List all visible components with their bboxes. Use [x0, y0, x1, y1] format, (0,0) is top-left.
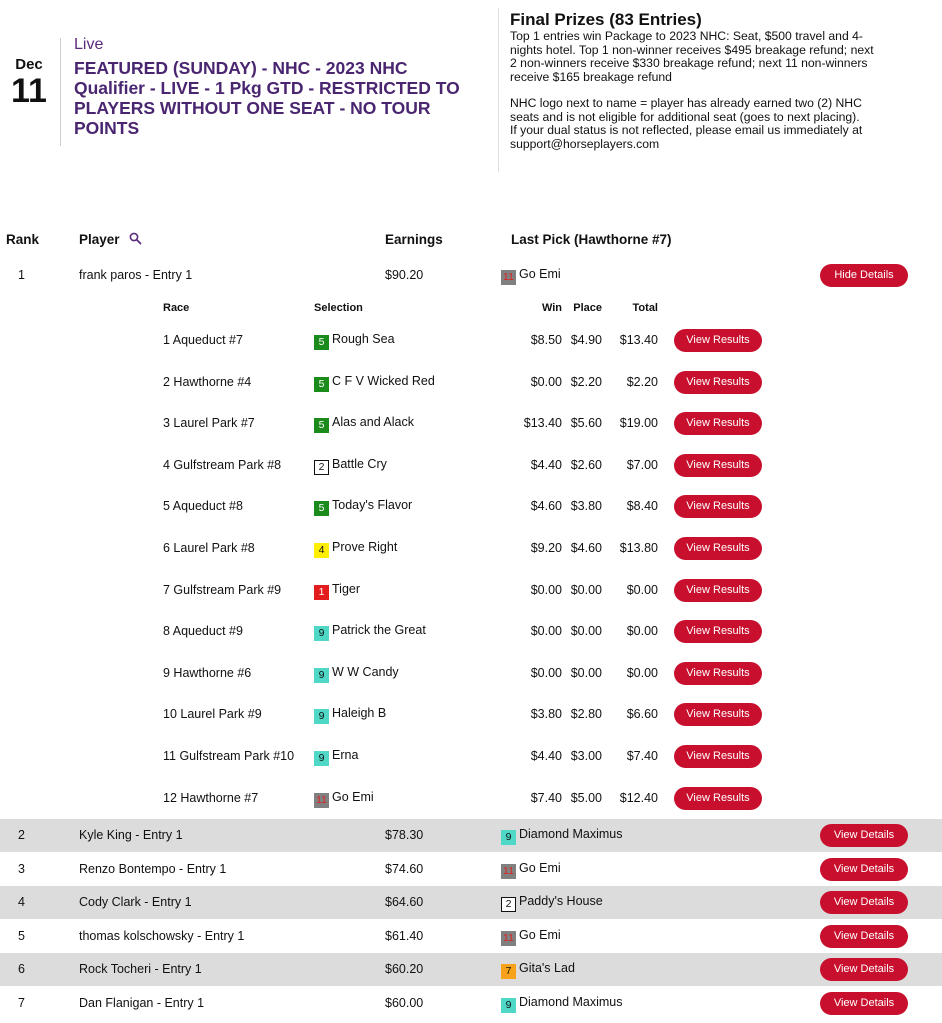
- view-details-button[interactable]: View Details: [820, 925, 908, 948]
- leaderboard-row: [0, 886, 942, 919]
- rank: 6: [18, 962, 25, 976]
- player-name: Kyle King - Entry 1: [79, 828, 183, 842]
- post-number-badge: 9: [314, 668, 329, 683]
- race: 10 Laurel Park #9: [163, 707, 262, 722]
- selection-horse: Go Emi: [332, 789, 374, 804]
- leaderboard-row: [0, 953, 942, 986]
- win-amount: $0.00: [530, 582, 562, 597]
- win-amount: $7.40: [530, 790, 562, 805]
- place-amount: $4.90: [570, 333, 602, 347]
- view-results-button[interactable]: View Results: [674, 495, 762, 518]
- race-detail-row: [0, 654, 942, 696]
- total-amount: $12.40: [619, 790, 658, 805]
- selection: [314, 498, 412, 516]
- view-results-button[interactable]: View Results: [674, 620, 762, 643]
- race: 3 Laurel Park #7: [163, 416, 255, 431]
- selection: [314, 332, 395, 350]
- player-name: Dan Flanigan - Entry 1: [79, 995, 205, 1010]
- rank: 1: [18, 268, 25, 282]
- earnings: $60.00: [385, 995, 424, 1010]
- selection: [314, 748, 358, 766]
- post-number-badge: 5: [314, 501, 329, 516]
- selection: [314, 623, 426, 641]
- selection-horse: Haleigh B: [332, 706, 387, 721]
- view-details-button[interactable]: View Details: [820, 824, 908, 847]
- selection-header: Selection: [314, 302, 363, 314]
- place-amount: $0.00: [570, 582, 602, 597]
- selection: [314, 706, 386, 724]
- win-amount: $3.80: [530, 707, 562, 722]
- race-detail-row: [0, 695, 942, 737]
- total-amount: $0.00: [626, 624, 658, 639]
- place-amount: $4.60: [570, 541, 602, 555]
- selection: [314, 540, 397, 558]
- header-divider: [60, 38, 61, 146]
- leaderboard-row: [0, 259, 942, 292]
- selection: [314, 374, 435, 392]
- rank: 3: [18, 861, 25, 876]
- race-detail-row: [0, 529, 942, 571]
- earnings: $60.20: [385, 962, 424, 976]
- last-pick: [501, 267, 561, 285]
- race-detail-row: [0, 779, 942, 821]
- last-pick-horse: Gita's Lad: [519, 961, 575, 975]
- place-amount: $5.00: [570, 790, 602, 805]
- date-day: 11: [11, 72, 47, 110]
- selection: [314, 457, 387, 475]
- player-header-label: Player: [79, 232, 120, 247]
- leaderboard-row: [0, 987, 942, 1020]
- win-amount: $4.60: [530, 499, 562, 514]
- view-details-button[interactable]: View Details: [820, 992, 908, 1015]
- last-pick-horse: Paddy's House: [519, 894, 603, 908]
- race: 7 Gulfstream Park #9: [163, 582, 282, 597]
- place-amount: $5.60: [570, 416, 602, 431]
- last-pick-horse: Go Emi: [519, 267, 561, 281]
- post-number-badge: 5: [314, 418, 329, 433]
- view-results-button[interactable]: View Results: [674, 454, 762, 477]
- earnings-header: Earnings: [385, 232, 443, 247]
- view-results-button[interactable]: View Results: [674, 787, 762, 810]
- last-pick-horse: Diamond Maximus: [519, 994, 623, 1009]
- earnings: $64.60: [385, 895, 424, 909]
- place-amount: $3.00: [570, 749, 602, 763]
- race-detail-row: [0, 487, 942, 529]
- total-header: Total: [632, 302, 658, 314]
- total-amount: $0.00: [626, 582, 658, 597]
- last-pick-horse: Go Emi: [519, 860, 561, 875]
- player-name: Cody Clark - Entry 1: [79, 895, 192, 909]
- race: 5 Aqueduct #8: [163, 499, 243, 514]
- post-number-badge: 5: [314, 335, 329, 350]
- earnings: $74.60: [385, 861, 424, 876]
- selection: [314, 582, 360, 600]
- selection: [314, 415, 414, 433]
- race-detail-row: [0, 612, 942, 654]
- race-detail-row: [0, 321, 942, 363]
- view-results-button[interactable]: View Results: [674, 412, 762, 435]
- win-amount: $13.40: [523, 416, 562, 431]
- total-amount: $2.20: [626, 374, 658, 389]
- last-pick: [501, 928, 561, 946]
- win-amount: $0.00: [530, 624, 562, 639]
- race: 2 Hawthorne #4: [163, 374, 252, 389]
- post-number-badge: 11: [501, 864, 516, 879]
- rank: 5: [18, 928, 25, 943]
- selection-horse: Alas and Alack: [332, 415, 414, 430]
- win-amount: $9.20: [530, 541, 562, 555]
- player-header: [79, 232, 142, 248]
- place-amount: $0.00: [570, 665, 602, 680]
- race: 12 Hawthorne #7: [163, 790, 259, 805]
- post-number-badge: 2: [501, 897, 516, 912]
- view-details-button[interactable]: View Details: [820, 958, 908, 981]
- hide-details-button[interactable]: Hide Details: [820, 264, 908, 287]
- last-pick: [501, 894, 603, 912]
- post-number-badge: 9: [314, 709, 329, 724]
- view-results-button[interactable]: View Results: [674, 662, 762, 685]
- view-results-button[interactable]: View Results: [674, 537, 762, 560]
- leaderboard-row: [0, 819, 942, 852]
- race-detail-row: [0, 363, 942, 405]
- prizes-panel: [510, 10, 930, 151]
- post-number-badge: 1: [314, 585, 329, 600]
- last-pick-horse: Go Emi: [519, 927, 561, 942]
- player-name: frank paros - Entry 1: [79, 268, 193, 282]
- selection-horse: Patrick the Great: [332, 623, 426, 638]
- total-amount: $19.00: [619, 416, 658, 431]
- win-amount: $4.40: [530, 749, 562, 763]
- total-amount: $8.40: [626, 499, 658, 514]
- win-amount: $0.00: [530, 665, 562, 680]
- post-number-badge: 2: [314, 460, 329, 475]
- prizes-note: NHC logo next to name = player has already earned two (2) NHC seats and is not eligible for additional seat (goes to next placing). If your dual status is not reflected, please email us immediately at support@horseplayers.com: [510, 96, 863, 151]
- contest-date: [6, 56, 52, 109]
- post-number-badge: 11: [501, 931, 516, 946]
- total-amount: $7.40: [626, 749, 658, 763]
- post-number-badge: 5: [314, 377, 329, 392]
- rank: 2: [18, 828, 25, 842]
- selection: [314, 665, 399, 683]
- race: 9 Hawthorne #6: [163, 665, 252, 680]
- post-number-badge: 7: [501, 964, 516, 979]
- rank: 4: [18, 895, 25, 909]
- view-results-button[interactable]: View Results: [674, 703, 762, 726]
- race: 11 Gulfstream Park #10: [163, 749, 295, 763]
- selection-horse: Erna: [332, 748, 359, 762]
- race: 1 Aqueduct #7: [163, 333, 243, 347]
- last-pick-horse: Diamond Maximus: [519, 827, 623, 841]
- win-header: Win: [541, 302, 562, 314]
- total-amount: $13.40: [619, 333, 658, 347]
- total-amount: $7.00: [626, 457, 658, 472]
- race: 4 Gulfstream Park #8: [163, 457, 282, 472]
- contest-status: Live: [74, 36, 104, 53]
- selection-horse: Tiger: [332, 581, 361, 596]
- place-amount: $2.60: [570, 457, 602, 472]
- race-header: Race: [163, 302, 190, 314]
- earnings: $90.20: [385, 268, 424, 282]
- post-number-badge: 9: [501, 830, 516, 845]
- last-pick: [501, 961, 575, 979]
- place-header: Place: [573, 302, 602, 314]
- race-detail-row: [0, 446, 942, 488]
- selection-horse: Today's Flavor: [332, 498, 413, 513]
- selection-horse: Rough Sea: [332, 332, 395, 346]
- player-name: thomas kolschowsky - Entry 1: [79, 928, 245, 943]
- player-name: Rock Tocheri - Entry 1: [79, 962, 202, 976]
- contest-title: FEATURED (SUNDAY) - NHC - 2023 NHC Qualifier - LIVE - 1 Pkg GTD - RESTRICTED TO PLAYERS WITHOUT ONE SEAT - NO TOUR POINTS: [74, 58, 460, 138]
- date-month: Dec: [15, 56, 43, 73]
- selection-horse: C F V Wicked Red: [332, 373, 435, 388]
- post-number-badge: 9: [501, 998, 516, 1013]
- selection-horse: Prove Right: [332, 540, 398, 554]
- search-icon[interactable]: [129, 232, 142, 248]
- post-number-badge: 11: [314, 793, 329, 808]
- post-number-badge: 9: [314, 751, 329, 766]
- prizes-title: Final Prizes (83 Entries): [510, 10, 702, 29]
- total-amount: $13.80: [619, 541, 658, 555]
- prizes-divider: [498, 8, 499, 172]
- post-number-badge: 11: [501, 270, 516, 285]
- view-results-button[interactable]: View Results: [674, 371, 762, 394]
- race: 8 Aqueduct #9: [163, 624, 243, 639]
- view-results-button[interactable]: View Results: [674, 329, 762, 352]
- total-amount: $6.60: [626, 707, 658, 722]
- post-number-badge: 4: [314, 543, 329, 558]
- win-amount: $0.00: [530, 374, 562, 389]
- last-pick-header: Last Pick (Hawthorne #7): [511, 232, 672, 247]
- race: 6 Laurel Park #8: [163, 541, 255, 555]
- win-amount: $4.40: [530, 457, 562, 472]
- race-detail-row: [0, 571, 942, 613]
- view-details-button[interactable]: View Details: [820, 858, 908, 881]
- last-pick: [501, 995, 623, 1013]
- place-amount: $3.80: [570, 499, 602, 514]
- view-results-button[interactable]: View Results: [674, 579, 762, 602]
- total-amount: $0.00: [626, 665, 658, 680]
- last-pick: [501, 861, 561, 879]
- post-number-badge: 9: [314, 626, 329, 641]
- leaderboard-row: [0, 920, 942, 953]
- view-results-button[interactable]: View Results: [674, 745, 762, 768]
- selection: [314, 790, 374, 808]
- rank: 7: [18, 995, 25, 1010]
- earnings: $61.40: [385, 928, 424, 943]
- place-amount: $2.20: [570, 374, 602, 389]
- race-detail-row: [0, 404, 942, 446]
- view-details-button[interactable]: View Details: [820, 891, 908, 914]
- earnings: $78.30: [385, 828, 424, 842]
- selection-horse: Battle Cry: [332, 456, 387, 471]
- rank-header: Rank: [6, 232, 40, 247]
- selection-horse: W W Candy: [332, 664, 399, 679]
- player-name: Renzo Bontempo - Entry 1: [79, 861, 227, 876]
- prizes-text: Top 1 entries win Package to 2023 NHC: Seat, $500 travel and 4- nights hotel. Top 1 non-winner receives $495 breakage refund; next 2 non-winners receive $330 breakage refund; next 11 non-winners receive $165 breakage refund: [510, 29, 874, 84]
- race-detail-row: [0, 737, 942, 779]
- leaderboard-row: [0, 853, 942, 886]
- last-pick: [501, 827, 623, 845]
- win-amount: $8.50: [530, 333, 562, 347]
- place-amount: $0.00: [570, 624, 602, 639]
- place-amount: $2.80: [570, 707, 602, 722]
